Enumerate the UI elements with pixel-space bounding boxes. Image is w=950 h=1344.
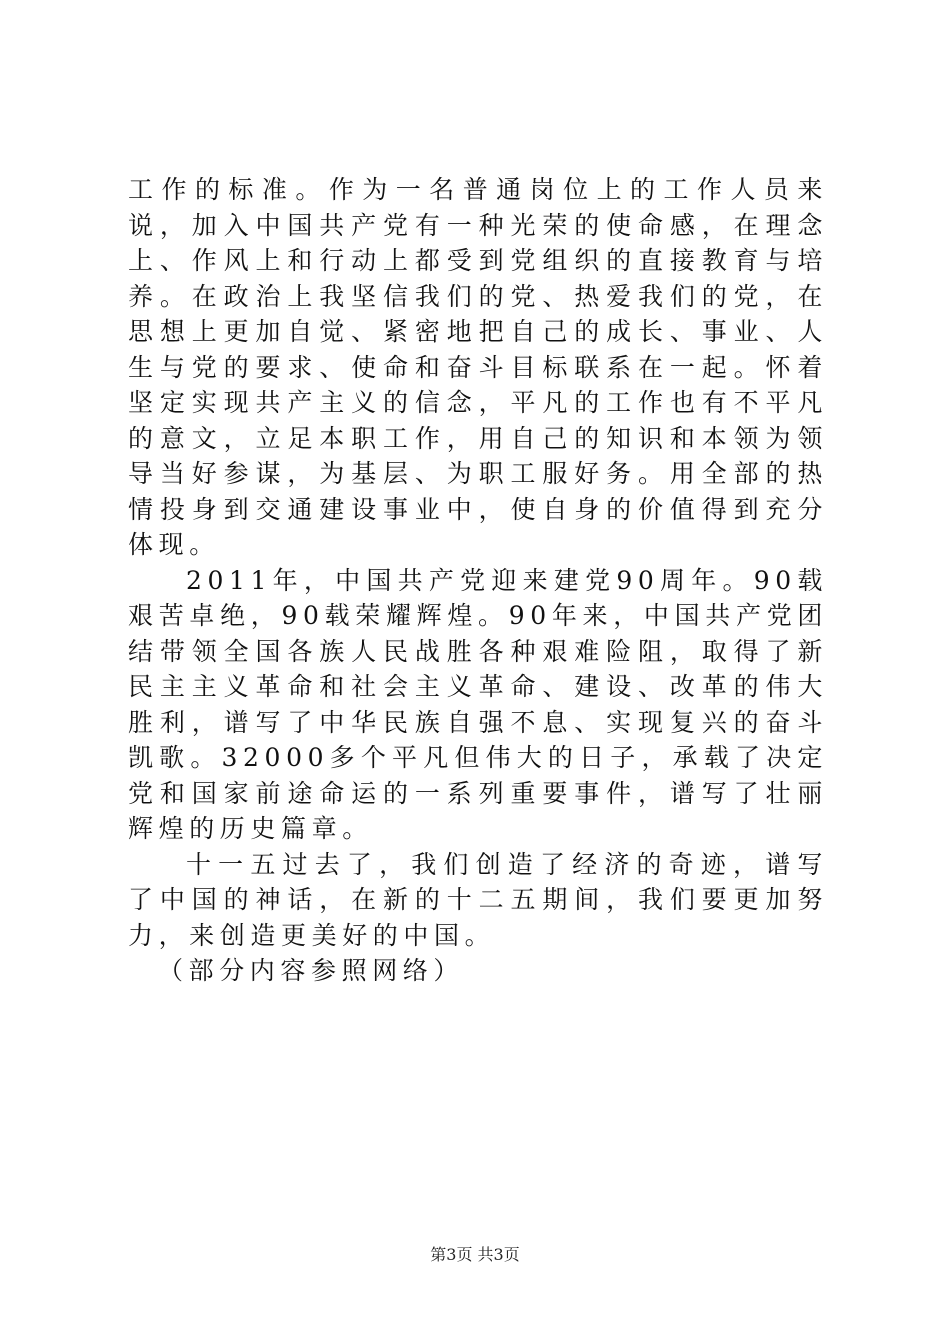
- document-body: [128, 172, 828, 989]
- paragraph-five-year-plan: 十一五过去了，我们创造了经济的奇迹，谱写了中国的神话，在新的十二五期间，我们要更加努力，来创造更美好的中国。: [128, 849, 828, 950]
- page-footer: [0, 1245, 950, 1265]
- paragraph-party-commitment: 工作的标准。作为一名普通岗位上的工作人员来说，加入中国共产党有一种光荣的使命感，在理念上、作风上和行动上都受到党组织的直接教育与培养。在政治上我坚信我们的党、热爱我们的党，在思想上更加自觉、紧密地把自己的成长、事业、人生与党的要求、使命和奋斗目标联系在一起。怀着坚定实现共产主义的信念，平凡的工作也有不平凡的意文，立足本职工作，用自己的知识和本领为领导当好参谋，为基层、为职工服好务。用全部的热情投身到交通建设事业中，使自身的价值得到充分体现。: [128, 175, 828, 559]
- page-number: 第3页 共3页: [430, 1245, 520, 1264]
- source-note: （部分内容参照网络）: [158, 956, 465, 985]
- paragraph-90th-anniversary: 2011年，中国共产党迎来建党90周年。90载艰苦卓绝，90载荣耀辉煌。90年来，中国共产党团结带领全国各族人民战胜各种艰难险阻，取得了新民主主义革命和社会主义革命、建设、改革的伟大胜利，谱写了中华民族自强不息、实现复兴的奋斗凯歌。32000多个平凡但伟大的日子，承载了决定党和国家前途命运的一系列重要事件，谱写了壮丽辉煌的历史篇章。: [128, 565, 828, 843]
